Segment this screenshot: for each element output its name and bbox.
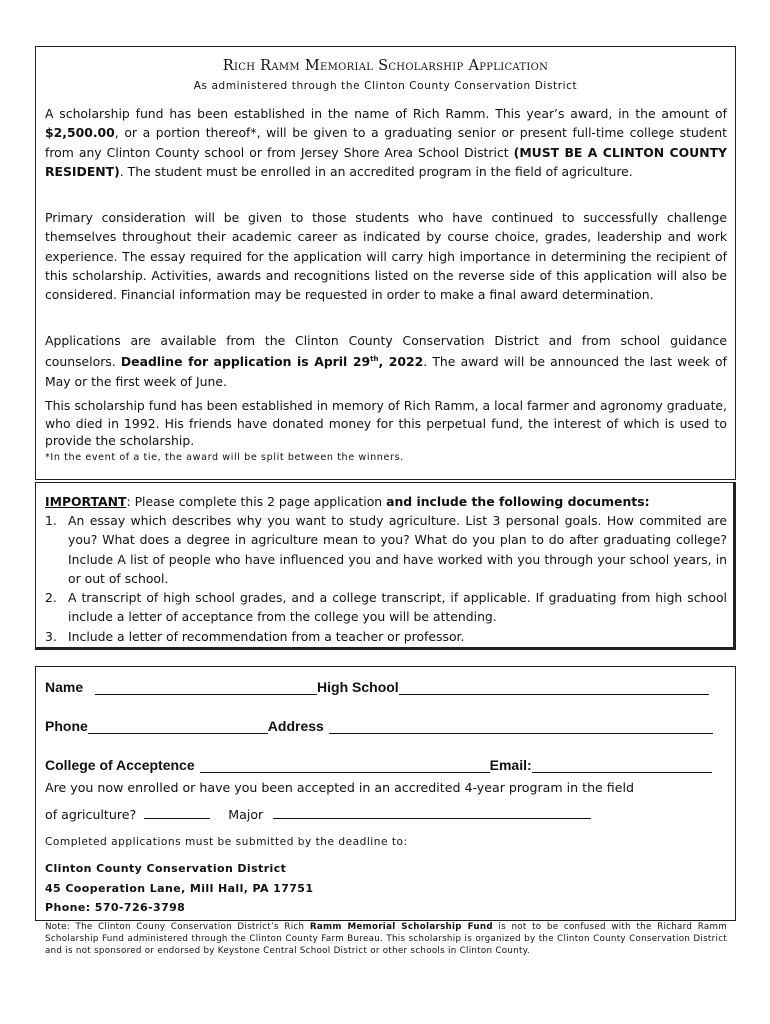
award-amount: $2,500.00	[45, 125, 115, 141]
agriculture-label: of agriculture?	[45, 807, 137, 822]
disclaimer-note	[45, 921, 727, 957]
list-text: A transcript of high school grades, and a college transcript, if applicable. If graduating from high school include a letter of acceptance from the college you will be attending.	[68, 590, 727, 625]
address-label: Address	[267, 718, 324, 734]
important-label: IMPORTANT	[45, 494, 127, 509]
note-text-a: Note: The Clinton Couny Conservation District’s Rich	[45, 922, 310, 932]
email-label: Email:	[489, 757, 532, 773]
important-bold-text: and include the following documents:	[386, 494, 650, 509]
intro-paragraph-4: This scholarship fund has been established in memory of Rich Ramm, a local farmer and agronomy graduate, who died in 1992. His friends have donated money for this perpetual fund, the interest of which is used to provide the scholarship.	[45, 398, 727, 448]
p1-text-b: , or a portion thereof*, will be given to a graduating senior or present full-time college student from any Clinton County school or from Jersey Shore Area School District	[45, 125, 727, 160]
important-text: : Please complete this 2 page application	[126, 494, 387, 509]
agriculture-answer-field[interactable]	[144, 807, 210, 819]
list-item	[45, 627, 727, 646]
name-label: Name	[45, 679, 84, 695]
name-row	[45, 679, 709, 695]
page-title: Rich Ramm Memorial Scholarship Application	[222, 58, 549, 74]
high-school-label: High School	[317, 679, 399, 695]
applicant-form-box	[35, 666, 736, 921]
important-heading	[45, 492, 727, 511]
enrolled-question: Are you now enrolled or have you been accepted in an accredited 4-year program in the field	[45, 780, 634, 795]
high-school-field[interactable]	[399, 680, 709, 695]
phone-row	[45, 718, 713, 734]
major-field[interactable]	[273, 807, 591, 819]
requirements-list	[45, 511, 727, 646]
p1-text-a: A scholarship fund has been established in the name of Rich Ramm. This year’s award, in the amount of	[45, 106, 727, 121]
intro-paragraph-3	[45, 331, 727, 391]
requirements-box	[35, 482, 736, 650]
phone-label: Phone	[45, 718, 88, 734]
mailing-address	[45, 859, 313, 918]
list-number: 1.	[45, 513, 57, 528]
college-label: College of Acceptence	[45, 757, 195, 773]
agriculture-row	[45, 807, 591, 822]
org-name: Clinton County Conservation District	[45, 862, 287, 875]
deadline-suffix: th	[370, 355, 379, 364]
intro-box	[35, 46, 736, 480]
list-number: 3.	[45, 628, 57, 644]
deadline-date: Deadline for application is April 29	[120, 354, 371, 370]
tie-footnote: *In the event of a tie, the award will be split between the winners.	[45, 452, 404, 463]
intro-paragraph-2: Primary consideration will be given to those students who have continued to successfully challenge themselves throughout their academic career as indicated by course choice, grades, leadership and work experience. The essay required for the application will carry high importance in determining the recipient of this scholarship. Activities, awards and recognitions listed on the reverse side of this application will also be considered. Financial information may be requested in order to make a final award determination.	[45, 210, 727, 303]
page-subtitle: As administered through the Clinton County Conservation District	[193, 80, 578, 92]
org-address: 45 Cooperation Lane, Mill Hall, PA 17751	[45, 881, 314, 895]
intro-paragraph-1	[45, 104, 727, 181]
deadline-text	[121, 354, 423, 369]
name-field[interactable]	[95, 680, 317, 695]
residency-requirement: (MUST BE A CLINTON COUNTY RESIDENT)	[45, 144, 727, 179]
list-text: Include a letter of recommendation from a teacher or professor.	[68, 628, 465, 644]
address-field[interactable]	[329, 719, 713, 734]
college-row	[45, 757, 712, 773]
list-item	[45, 588, 727, 627]
org-phone: Phone: 570-726-3798	[45, 901, 186, 914]
list-number: 2.	[45, 590, 57, 606]
note-fund-name: Ramm Memorial Scholarship Fund	[309, 922, 493, 932]
deadline-year: , 2022	[378, 354, 424, 370]
submit-instructions: Completed applications must be submitted by the deadline to:	[45, 836, 408, 848]
list-item	[45, 511, 727, 588]
major-label: Major	[228, 807, 264, 822]
note-text-b: is not to be confused with the Richard Ramm Scholarship Fund administered through the Clinton County Farm Bureau. This scholarship is organized by the Clinton County Conservation District and is not sponsored or endorsed by Keystone Central School District or other schools in Clinton County.	[45, 922, 728, 956]
email-field[interactable]	[532, 758, 712, 773]
phone-field[interactable]	[88, 719, 268, 734]
p3-text-b: . The award will be announced the last week of May or the first week of June.	[45, 354, 727, 389]
list-text: An essay which describes why you want to study agriculture. List 3 personal goals. How commited are you? What does a degree in agriculture mean to you? What do you plan to do after graduating college? Include A list of people who have influenced you and have worked with you through your school years, in or out of school.	[68, 513, 727, 586]
p3-text-a: Applications are available from the Clinton County Conservation District and from school guidance counselors.	[45, 333, 727, 370]
p1-text-c: . The student must be enrolled in an accredited program in the field of agriculture.	[119, 163, 633, 179]
college-field[interactable]	[200, 758, 490, 773]
